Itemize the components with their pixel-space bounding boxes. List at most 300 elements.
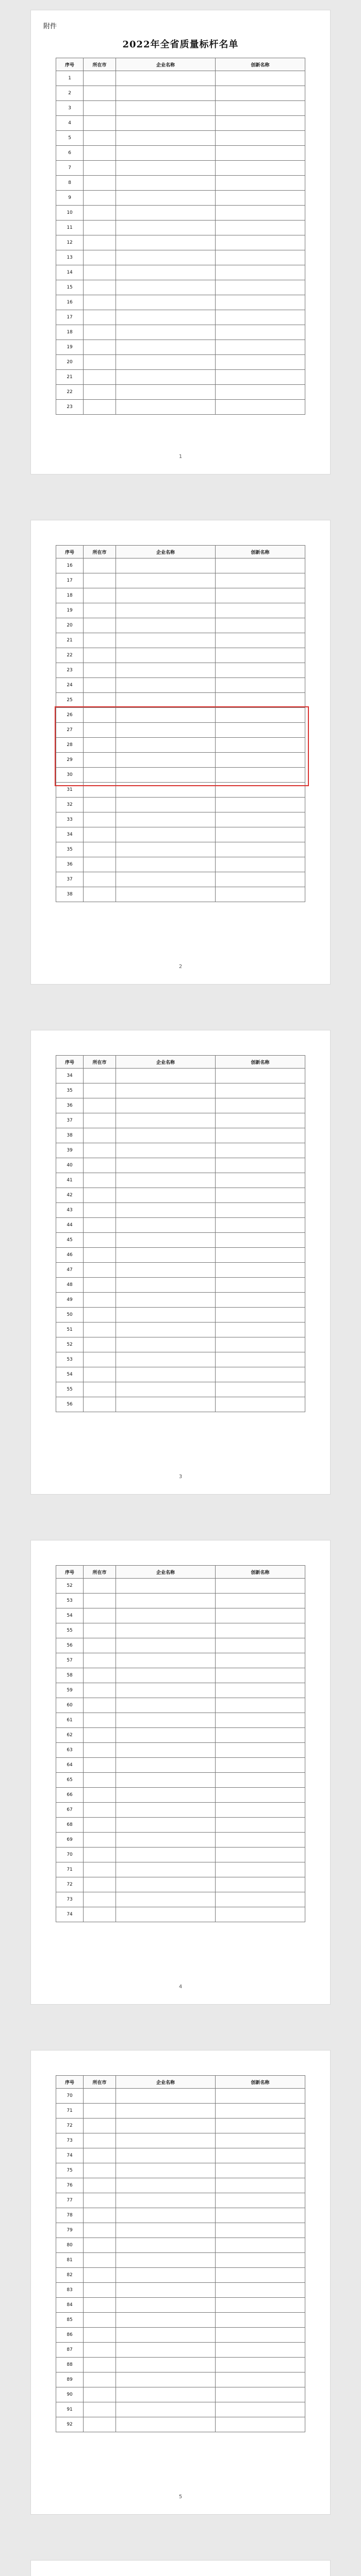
innovation-cell xyxy=(216,1218,305,1233)
city-cell xyxy=(84,1758,116,1773)
row-number: 67 xyxy=(56,1803,84,1818)
city-cell xyxy=(84,708,116,723)
city-cell xyxy=(84,1203,116,1218)
enterprise-cell xyxy=(116,1623,215,1638)
table-row xyxy=(56,1263,305,1278)
enterprise-cell xyxy=(116,768,215,783)
city-cell xyxy=(84,1293,116,1308)
enterprise-cell xyxy=(116,370,215,385)
row-number: 22 xyxy=(56,648,84,663)
city-cell xyxy=(84,753,116,768)
row-number: 82 xyxy=(56,2268,84,2283)
innovation-cell xyxy=(216,101,305,116)
table-row xyxy=(56,1608,305,1623)
enterprise-cell xyxy=(116,753,215,768)
table-row xyxy=(56,1788,305,1803)
document-page xyxy=(31,10,330,474)
table-row xyxy=(56,1323,305,1337)
table-row xyxy=(56,2148,305,2163)
enterprise-cell xyxy=(116,400,215,415)
enterprise-cell xyxy=(116,663,215,678)
city-cell xyxy=(84,280,116,295)
row-number: 83 xyxy=(56,2283,84,2298)
innovation-cell xyxy=(216,1892,305,1907)
table-row xyxy=(56,798,305,812)
table-row xyxy=(56,2402,305,2417)
table-row xyxy=(56,2372,305,2387)
innovation-cell xyxy=(216,370,305,385)
column-header: 序号 xyxy=(56,58,84,71)
city-cell xyxy=(84,1158,116,1173)
column-header: 创新名称 xyxy=(216,1056,305,1069)
table-row xyxy=(56,2119,305,2133)
table-row xyxy=(56,1397,305,1412)
row-number: 55 xyxy=(56,1382,84,1397)
row-number: 39 xyxy=(56,1143,84,1158)
enterprise-cell xyxy=(116,101,215,116)
row-number: 18 xyxy=(56,325,84,340)
city-cell xyxy=(84,1337,116,1352)
row-number: 56 xyxy=(56,1397,84,1412)
city-cell xyxy=(84,738,116,753)
innovation-cell xyxy=(216,191,305,206)
enterprise-cell xyxy=(116,235,215,250)
table-row xyxy=(56,1683,305,1698)
enterprise-cell xyxy=(116,2268,215,2283)
table-row xyxy=(56,1653,305,1668)
innovation-cell xyxy=(216,1818,305,1833)
innovation-cell xyxy=(216,798,305,812)
table-row xyxy=(56,812,305,827)
table-row xyxy=(56,176,305,191)
row-number: 34 xyxy=(56,1069,84,1083)
enterprise-cell xyxy=(116,2104,215,2119)
row-number: 66 xyxy=(56,1788,84,1803)
city-cell xyxy=(84,1098,116,1113)
city-cell xyxy=(84,1278,116,1293)
row-number: 17 xyxy=(56,573,84,588)
enterprise-cell xyxy=(116,265,215,280)
city-cell xyxy=(84,71,116,86)
row-number: 71 xyxy=(56,2104,84,2119)
enterprise-cell xyxy=(116,1323,215,1337)
row-number: 40 xyxy=(56,1158,84,1173)
table-row xyxy=(56,1113,305,1128)
city-cell xyxy=(84,1788,116,1803)
table-row xyxy=(56,295,305,310)
city-cell xyxy=(84,2089,116,2104)
row-number: 47 xyxy=(56,1263,84,1278)
table-row xyxy=(56,340,305,355)
row-number: 81 xyxy=(56,2253,84,2268)
enterprise-cell xyxy=(116,2238,215,2253)
table-row xyxy=(56,191,305,206)
innovation-cell xyxy=(216,1173,305,1188)
row-number: 71 xyxy=(56,1862,84,1877)
table-header-row xyxy=(56,1566,305,1579)
innovation-cell xyxy=(216,1788,305,1803)
city-cell xyxy=(84,2253,116,2268)
column-header: 所在市 xyxy=(84,2076,116,2089)
innovation-cell xyxy=(216,2283,305,2298)
column-header: 序号 xyxy=(56,1056,84,1069)
table-row xyxy=(56,2208,305,2223)
row-number: 17 xyxy=(56,310,84,325)
enterprise-cell xyxy=(116,1848,215,1862)
row-number: 26 xyxy=(56,708,84,723)
enterprise-cell xyxy=(116,340,215,355)
city-cell xyxy=(84,618,116,633)
table-row xyxy=(56,1579,305,1594)
innovation-cell xyxy=(216,176,305,191)
enterprise-cell xyxy=(116,2328,215,2343)
innovation-cell xyxy=(216,1698,305,1713)
innovation-cell xyxy=(216,1188,305,1203)
innovation-cell xyxy=(216,1158,305,1173)
table-row xyxy=(56,1143,305,1158)
enterprise-cell xyxy=(116,2387,215,2402)
innovation-cell xyxy=(216,1128,305,1143)
row-number: 19 xyxy=(56,340,84,355)
innovation-cell xyxy=(216,2358,305,2372)
table-row xyxy=(56,648,305,663)
enterprise-cell xyxy=(116,221,215,235)
table-row xyxy=(56,1773,305,1788)
row-number: 48 xyxy=(56,1278,84,1293)
enterprise-cell xyxy=(116,1788,215,1803)
row-number: 27 xyxy=(56,723,84,738)
column-header: 序号 xyxy=(56,1566,84,1579)
enterprise-cell xyxy=(116,1158,215,1173)
document-page xyxy=(31,2050,330,2514)
column-header: 企业名称 xyxy=(116,546,215,558)
row-number: 25 xyxy=(56,693,84,708)
row-number: 56 xyxy=(56,1638,84,1653)
innovation-cell xyxy=(216,1293,305,1308)
table-row xyxy=(56,2104,305,2119)
row-number: 91 xyxy=(56,2402,84,2417)
city-cell xyxy=(84,355,116,370)
innovation-cell xyxy=(216,1143,305,1158)
innovation-cell xyxy=(216,812,305,827)
enterprise-cell xyxy=(116,723,215,738)
innovation-cell xyxy=(216,2253,305,2268)
table-row xyxy=(56,872,305,887)
city-cell xyxy=(84,693,116,708)
innovation-cell xyxy=(216,325,305,340)
innovation-cell xyxy=(216,1278,305,1293)
enterprise-cell xyxy=(116,887,215,902)
enterprise-cell xyxy=(116,116,215,131)
innovation-cell xyxy=(216,2268,305,2283)
row-number: 52 xyxy=(56,1337,84,1352)
enterprise-cell xyxy=(116,1263,215,1278)
enterprise-cell xyxy=(116,798,215,812)
row-number: 80 xyxy=(56,2238,84,2253)
table-row xyxy=(56,2343,305,2358)
city-cell xyxy=(84,798,116,812)
innovation-cell xyxy=(216,827,305,842)
row-number: 28 xyxy=(56,738,84,753)
innovation-cell xyxy=(216,1683,305,1698)
enterprise-cell xyxy=(116,2358,215,2372)
enterprise-cell xyxy=(116,1233,215,1248)
enterprise-cell xyxy=(116,842,215,857)
city-cell xyxy=(84,1743,116,1758)
innovation-cell xyxy=(216,1323,305,1337)
innovation-cell xyxy=(216,2387,305,2402)
page-number: 3 xyxy=(178,1474,183,1480)
city-cell xyxy=(84,603,116,618)
innovation-cell xyxy=(216,2133,305,2148)
city-cell xyxy=(84,573,116,588)
enterprise-cell xyxy=(116,1143,215,1158)
row-number: 20 xyxy=(56,618,84,633)
row-number: 42 xyxy=(56,1188,84,1203)
innovation-cell xyxy=(216,887,305,902)
table-row xyxy=(56,2313,305,2328)
row-number: 55 xyxy=(56,1623,84,1638)
row-number: 69 xyxy=(56,1833,84,1848)
innovation-cell xyxy=(216,708,305,723)
enterprise-cell xyxy=(116,1308,215,1323)
table-row xyxy=(56,1713,305,1728)
enterprise-cell xyxy=(116,588,215,603)
enterprise-cell xyxy=(116,573,215,588)
enterprise-cell xyxy=(116,872,215,887)
row-number: 73 xyxy=(56,1892,84,1907)
table-row xyxy=(56,1818,305,1833)
table-row xyxy=(56,768,305,783)
city-cell xyxy=(84,1668,116,1683)
innovation-cell xyxy=(216,310,305,325)
enterprise-cell xyxy=(116,1218,215,1233)
row-number: 46 xyxy=(56,1248,84,1263)
table-row xyxy=(56,250,305,265)
innovation-cell xyxy=(216,385,305,400)
row-number: 23 xyxy=(56,663,84,678)
row-number: 21 xyxy=(56,370,84,385)
innovation-cell xyxy=(216,633,305,648)
row-number: 7 xyxy=(56,161,84,176)
innovation-cell xyxy=(216,1743,305,1758)
row-number: 19 xyxy=(56,603,84,618)
innovation-cell xyxy=(216,400,305,415)
row-number: 87 xyxy=(56,2343,84,2358)
row-number: 51 xyxy=(56,1323,84,1337)
row-number: 54 xyxy=(56,1608,84,1623)
innovation-cell xyxy=(216,1367,305,1382)
table-header-row xyxy=(56,58,305,71)
row-number: 49 xyxy=(56,1293,84,1308)
table-row xyxy=(56,1743,305,1758)
city-cell xyxy=(84,295,116,310)
row-number: 53 xyxy=(56,1594,84,1608)
table-row xyxy=(56,385,305,400)
row-number: 75 xyxy=(56,2163,84,2178)
table-header-row xyxy=(56,546,305,558)
innovation-cell xyxy=(216,618,305,633)
city-cell xyxy=(84,1083,116,1098)
city-cell xyxy=(84,1653,116,1668)
innovation-cell xyxy=(216,2163,305,2178)
city-cell xyxy=(84,1892,116,1907)
table-row xyxy=(56,86,305,101)
enterprise-cell xyxy=(116,2253,215,2268)
row-number: 63 xyxy=(56,1743,84,1758)
row-number: 43 xyxy=(56,1203,84,1218)
column-header: 所在市 xyxy=(84,58,116,71)
table-row xyxy=(56,603,305,618)
roster-table xyxy=(56,1055,305,1412)
roster-table xyxy=(56,1565,305,1922)
enterprise-cell xyxy=(116,827,215,842)
row-number: 73 xyxy=(56,2133,84,2148)
table-row xyxy=(56,2283,305,2298)
city-cell xyxy=(84,1113,116,1128)
table-row xyxy=(56,753,305,768)
innovation-cell xyxy=(216,753,305,768)
table-row xyxy=(56,633,305,648)
row-number: 22 xyxy=(56,385,84,400)
innovation-cell xyxy=(216,2119,305,2133)
column-header: 企业名称 xyxy=(116,2076,215,2089)
city-cell xyxy=(84,1069,116,1083)
document-title: 2022年全省质量标杆名单 xyxy=(122,39,239,50)
innovation-cell xyxy=(216,2148,305,2163)
row-number: 1 xyxy=(56,71,84,86)
city-cell xyxy=(84,385,116,400)
innovation-cell xyxy=(216,768,305,783)
row-number: 52 xyxy=(56,1579,84,1594)
innovation-cell xyxy=(216,2193,305,2208)
innovation-cell xyxy=(216,738,305,753)
innovation-cell xyxy=(216,1668,305,1683)
innovation-cell xyxy=(216,1233,305,1248)
row-number: 16 xyxy=(56,558,84,573)
page-number: 1 xyxy=(178,454,183,460)
enterprise-cell xyxy=(116,2148,215,2163)
enterprise-cell xyxy=(116,1113,215,1128)
innovation-cell xyxy=(216,146,305,161)
city-cell xyxy=(84,1877,116,1892)
row-number: 59 xyxy=(56,1683,84,1698)
row-number: 54 xyxy=(56,1367,84,1382)
city-cell xyxy=(84,1579,116,1594)
innovation-cell xyxy=(216,2223,305,2238)
enterprise-cell xyxy=(116,648,215,663)
row-number: 13 xyxy=(56,250,84,265)
column-header: 企业名称 xyxy=(116,1566,215,1579)
innovation-cell xyxy=(216,1907,305,1922)
enterprise-cell xyxy=(116,1203,215,1218)
city-cell xyxy=(84,400,116,415)
table-row xyxy=(56,161,305,176)
page-number: 5 xyxy=(178,2494,183,2500)
enterprise-cell xyxy=(116,693,215,708)
row-number: 35 xyxy=(56,1083,84,1098)
table-row xyxy=(56,1128,305,1143)
row-number: 3 xyxy=(56,101,84,116)
row-number: 78 xyxy=(56,2208,84,2223)
enterprise-cell xyxy=(116,1594,215,1608)
innovation-cell xyxy=(216,2328,305,2343)
city-cell xyxy=(84,2328,116,2343)
innovation-cell xyxy=(216,1803,305,1818)
enterprise-cell xyxy=(116,1098,215,1113)
row-number: 34 xyxy=(56,827,84,842)
row-number: 12 xyxy=(56,235,84,250)
innovation-cell xyxy=(216,1397,305,1412)
city-cell xyxy=(84,2298,116,2313)
city-cell xyxy=(84,2223,116,2238)
table-row xyxy=(56,663,305,678)
city-cell xyxy=(84,2119,116,2133)
table-row xyxy=(56,857,305,872)
city-cell xyxy=(84,101,116,116)
row-number: 85 xyxy=(56,2313,84,2328)
row-number: 2 xyxy=(56,86,84,101)
page-number: 4 xyxy=(178,1984,183,1990)
table-row xyxy=(56,1098,305,1113)
row-number: 77 xyxy=(56,2193,84,2208)
enterprise-cell xyxy=(116,2178,215,2193)
row-number: 90 xyxy=(56,2387,84,2402)
enterprise-cell xyxy=(116,280,215,295)
city-cell xyxy=(84,1638,116,1653)
innovation-cell xyxy=(216,1248,305,1263)
innovation-cell xyxy=(216,265,305,280)
innovation-cell xyxy=(216,603,305,618)
enterprise-cell xyxy=(116,1877,215,1892)
innovation-cell xyxy=(216,1083,305,1098)
innovation-cell xyxy=(216,161,305,176)
innovation-cell xyxy=(216,1308,305,1323)
innovation-cell xyxy=(216,678,305,693)
enterprise-cell xyxy=(116,206,215,221)
enterprise-cell xyxy=(116,1397,215,1412)
table-row xyxy=(56,310,305,325)
enterprise-cell xyxy=(116,71,215,86)
city-cell xyxy=(84,1818,116,1833)
city-cell xyxy=(84,872,116,887)
enterprise-cell xyxy=(116,1683,215,1698)
table-row xyxy=(56,2089,305,2104)
table-row xyxy=(56,2238,305,2253)
innovation-cell xyxy=(216,783,305,798)
innovation-cell xyxy=(216,1594,305,1608)
table-row xyxy=(56,2328,305,2343)
row-number: 29 xyxy=(56,753,84,768)
innovation-cell xyxy=(216,1877,305,1892)
row-number: 50 xyxy=(56,1308,84,1323)
enterprise-cell xyxy=(116,2417,215,2432)
city-cell xyxy=(84,827,116,842)
row-number: 4 xyxy=(56,116,84,131)
city-cell xyxy=(84,1308,116,1323)
table-row xyxy=(56,1203,305,1218)
city-cell xyxy=(84,2343,116,2358)
column-header: 创新名称 xyxy=(216,58,305,71)
enterprise-cell xyxy=(116,1173,215,1188)
enterprise-cell xyxy=(116,1907,215,1922)
table-row xyxy=(56,1308,305,1323)
row-number: 30 xyxy=(56,768,84,783)
city-cell xyxy=(84,1263,116,1278)
table-row xyxy=(56,1337,305,1352)
innovation-cell xyxy=(216,1113,305,1128)
table-row xyxy=(56,1833,305,1848)
